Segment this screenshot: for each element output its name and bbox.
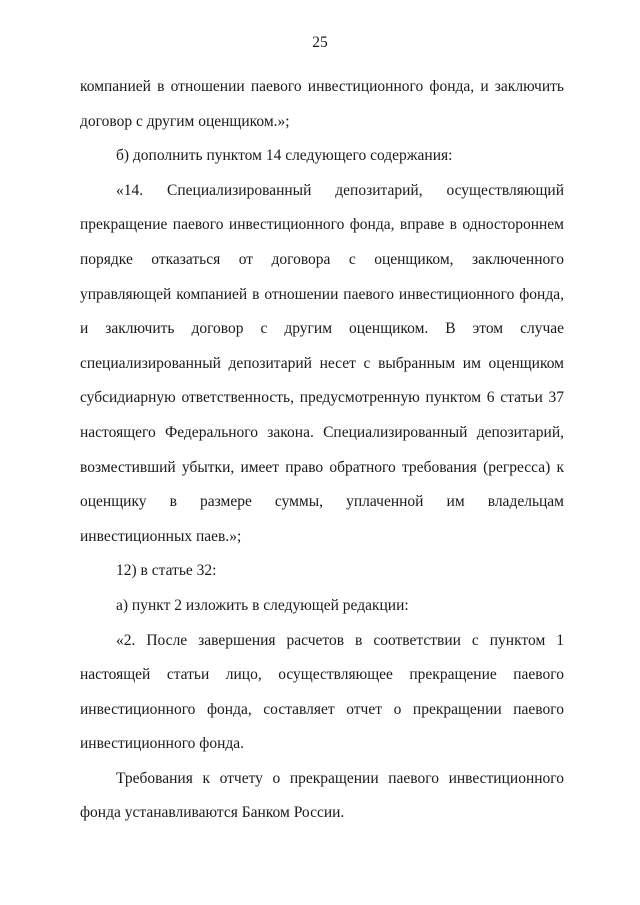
document-body — [80, 70, 564, 831]
paragraph-item-12: 12) в статье 32: — [116, 562, 217, 580]
paragraph-clause-2: «2. После завершения расчетов в соответствии с пунктом 1 настоящей статьи лицо, осуществляющее прекращение паевого инвестиционного фонда, составляет отчет о прекращении паевого инвестиционного фонда. — [80, 631, 564, 753]
paragraph-amendment-a: а) пункт 2 изложить в следующей редакции: — [116, 596, 409, 614]
page-number: 25 — [312, 34, 328, 51]
paragraph-clause-14: «14. Специализированный депозитарий, осуществляющий прекращение паевого инвестиционного фонда, вправе в одностороннем порядке отказаться от договора с оценщиком, заключенного управляющей компанией в отношении паевого инвестиционного фонда, и заключить договор с другим оценщиком. В этом случае специализированный депозитарий несет с выбранным им оценщиком субсидиарную ответственность, предусмотренную пунктом 6 статьи 37 настоящего Федерального закона. Специализированный депозитарий, возместивший убытки, имеет право обратного требования (регресса) к оценщику в размере суммы, уплаченной им владельцам инвестиционных паев.»; — [80, 181, 564, 545]
paragraph-report-requirements: Требования к отчету о прекращении паевого инвестиционного фонда устанавливаются Банком России. — [80, 769, 564, 822]
paragraph-amendment-b: б) дополнить пунктом 14 следующего содержания: — [116, 147, 453, 165]
paragraph-continuation: компанией в отношении паевого инвестиционного фонда, и заключить договор с другим оценщиком.»; — [80, 78, 564, 130]
